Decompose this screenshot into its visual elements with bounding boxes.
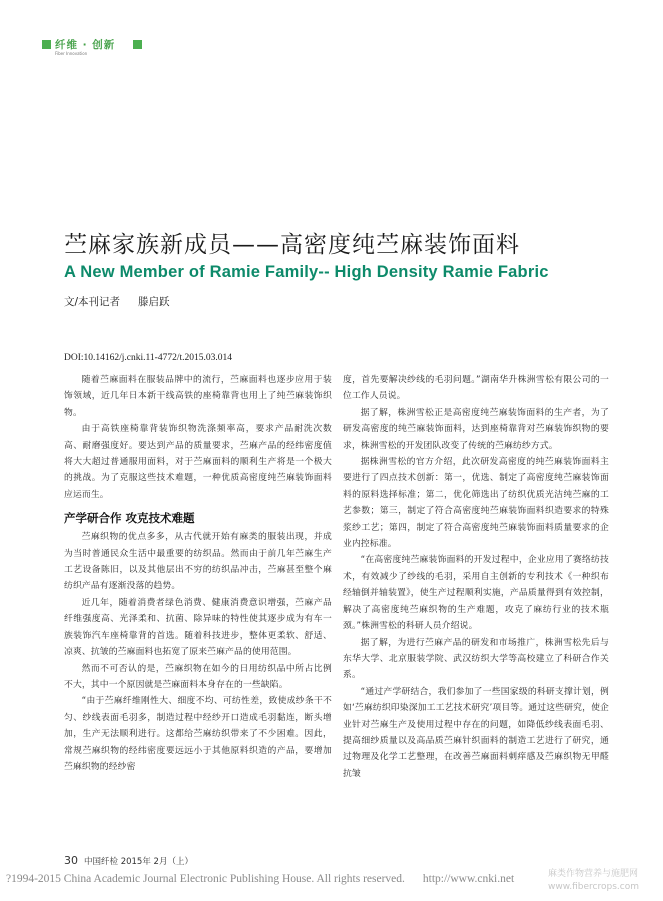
paragraph: “通过产学研结合，我们参加了一些国家级的科研支撑计划，例如‘苎麻纺织印染深加工工艺技术研究’项目等。通过这些研究，使企业针对苎麻生产及使用过程中存在的问题，如降低纱线表面毛羽、提高细纱质量以及高品质苎麻针织面料的制造工艺进行了研究，通过物理及化学工艺整理，在改善苎麻面料刺痒感及苎麻织物无甲醛抗皱 [343, 686, 609, 779]
doi: DOI:10.14162/j.cnki.11-4772/t.2015.03.014 [64, 353, 232, 363]
header-square-right [133, 40, 142, 49]
paragraph: 据了解，为进行苎麻产品的研发和市场推广，株洲雪松先后与东华大学、北京服装学院、武汉纺织大学等高校建立了科研合作关系。 [343, 637, 609, 681]
cnki-link[interactable]: http://www.cnki.net [422, 873, 515, 885]
paragraph: 据株洲雪松的官方介绍，此次研发高密度的纯苎麻装饰面料主要进行了四点技术创新：第一，优选、制定了高密度纯苎麻装饰面料的原料选择标准；第二，优化筛选出了纺织优质光洁纯苎麻的工艺参数；第三，制定了符合高密度纯苎麻装饰面料织造要求的特殊浆纱工艺；第四，制定了符合高密度纯苎麻装饰面料质量要求的企业内控标准。 [343, 457, 609, 550]
section-label: 纤维 · 创新 [55, 39, 116, 51]
watermark-line-2: www.fibercrops.com [548, 882, 639, 892]
page-footer [64, 854, 193, 867]
page-number: 30 [64, 854, 78, 867]
paragraph: “由于苎麻纤维刚性大、细度不均、可纺性差，致使成纱条干不匀、纱线表面毛羽多，制造过程中经纱开口造成毛羽黏连，断头增加，生产无法顺利进行。这都给苎麻纺织带来了不少困难。因此，常规苎麻织物的经纬密度要远远小于其他原料织造的产品，要增加苎麻织物的经纱密 [64, 696, 332, 772]
paragraph: 随着苎麻面料在服装品牌中的流行，苎麻面料也逐步应用于装饰领域，近几年日本新干线高铁的座椅靠背也用上了纯苎麻装饰织物。 [64, 375, 332, 418]
paragraph: 苎麻织物的优点多多，从古代就开始有麻类的服装出现，并成为当时普通民众生活中最重要的纺织品。然而由于前几年苎麻生产工艺设备陈旧，以及其他层出不穷的纺织品冲击，苎麻甚至整个麻纺织产品有逐渐没落的趋势。 [64, 532, 332, 592]
article-title-en: A New Member of Ramie Family-- High Density Ramie Fabric [64, 263, 549, 281]
paragraph-continued: 度，首先要解决纱线的毛羽问题。”湖南华升株洲雪松有限公司的一位工作人员说。 [343, 375, 609, 402]
copyright-text: ?1994-2015 China Academic Journal Electronic Publishing House. All rights reserved. [6, 873, 405, 885]
section-heading: 产学研合作 攻克技术难题 [64, 511, 195, 526]
paragraph: “在高密度纯苎麻装饰面料的开发过程中，企业应用了赛络纺技术，有效减少了纱线的毛羽，采用自主创新的专利技术《一种织布经轴倒并轴装置》，使生产过程顺利实施，产品质量得到有效控制，解决了高密度纯苎麻织物的生产难题，攻克了麻纺行业的技术瓶颈。”株洲雪松的科研人员介绍说。 [343, 555, 609, 632]
copyright-line [6, 873, 514, 885]
paragraph: 由于高铁座椅靠背装饰织物洗涤频率高，要求产品耐洗次数高、耐磨强度好。要达到产品的质量要求，苎麻产品的经纬密度值将大大超过普通服用面料，对于苎麻面料的顺利生产将是一个极大的挑战。为了克服这些技术难题，一种优质高密度纯苎麻装饰面料应运而生。 [64, 424, 332, 500]
article-title-zh: 苎麻家族新成员——高密度纯苎麻装饰面料 [64, 232, 520, 258]
journal-issue: 中国纤检 2015年 2月（上） [84, 857, 193, 867]
paragraph: 然而不可否认的是，苎麻织物在如今的日用纺织品中所占比例不大，其中一个原因就是苎麻面料本身存在的一些缺陷。 [64, 663, 332, 690]
byline [64, 294, 170, 309]
paragraph: 近几年，随着消费者绿色消费、健康消费意识增强，苎麻产品纤维强度高、光泽柔和、抗菌、除异味的特性使其逐步成为有车一族装饰汽车座椅靠背的首选。随着科技进步，整体更柔软、舒适、凉爽、抗皱的苎麻面料也拓宽了原来苎麻产品的使用范围。 [64, 597, 332, 658]
section-sublabel: Fiber Innovation [55, 51, 88, 56]
byline-prefix: 文/本刊记者 [64, 296, 121, 308]
watermark [548, 868, 639, 894]
header-square-left [42, 40, 51, 49]
author-name: 滕启跃 [138, 296, 170, 308]
watermark-line-1: 麻类作物营养与施肥网 [548, 869, 639, 879]
left-column [64, 372, 332, 775]
paragraph: 据了解，株洲雪松正是高密度纯苎麻装饰面料的生产者，为了研发高密度的纯苎麻装饰面料，达到座椅靠背对苎麻装饰织物的要求，株洲雪松的开发团队改变了传统的苎麻纺纱方式。 [343, 407, 609, 451]
right-column [343, 372, 609, 782]
